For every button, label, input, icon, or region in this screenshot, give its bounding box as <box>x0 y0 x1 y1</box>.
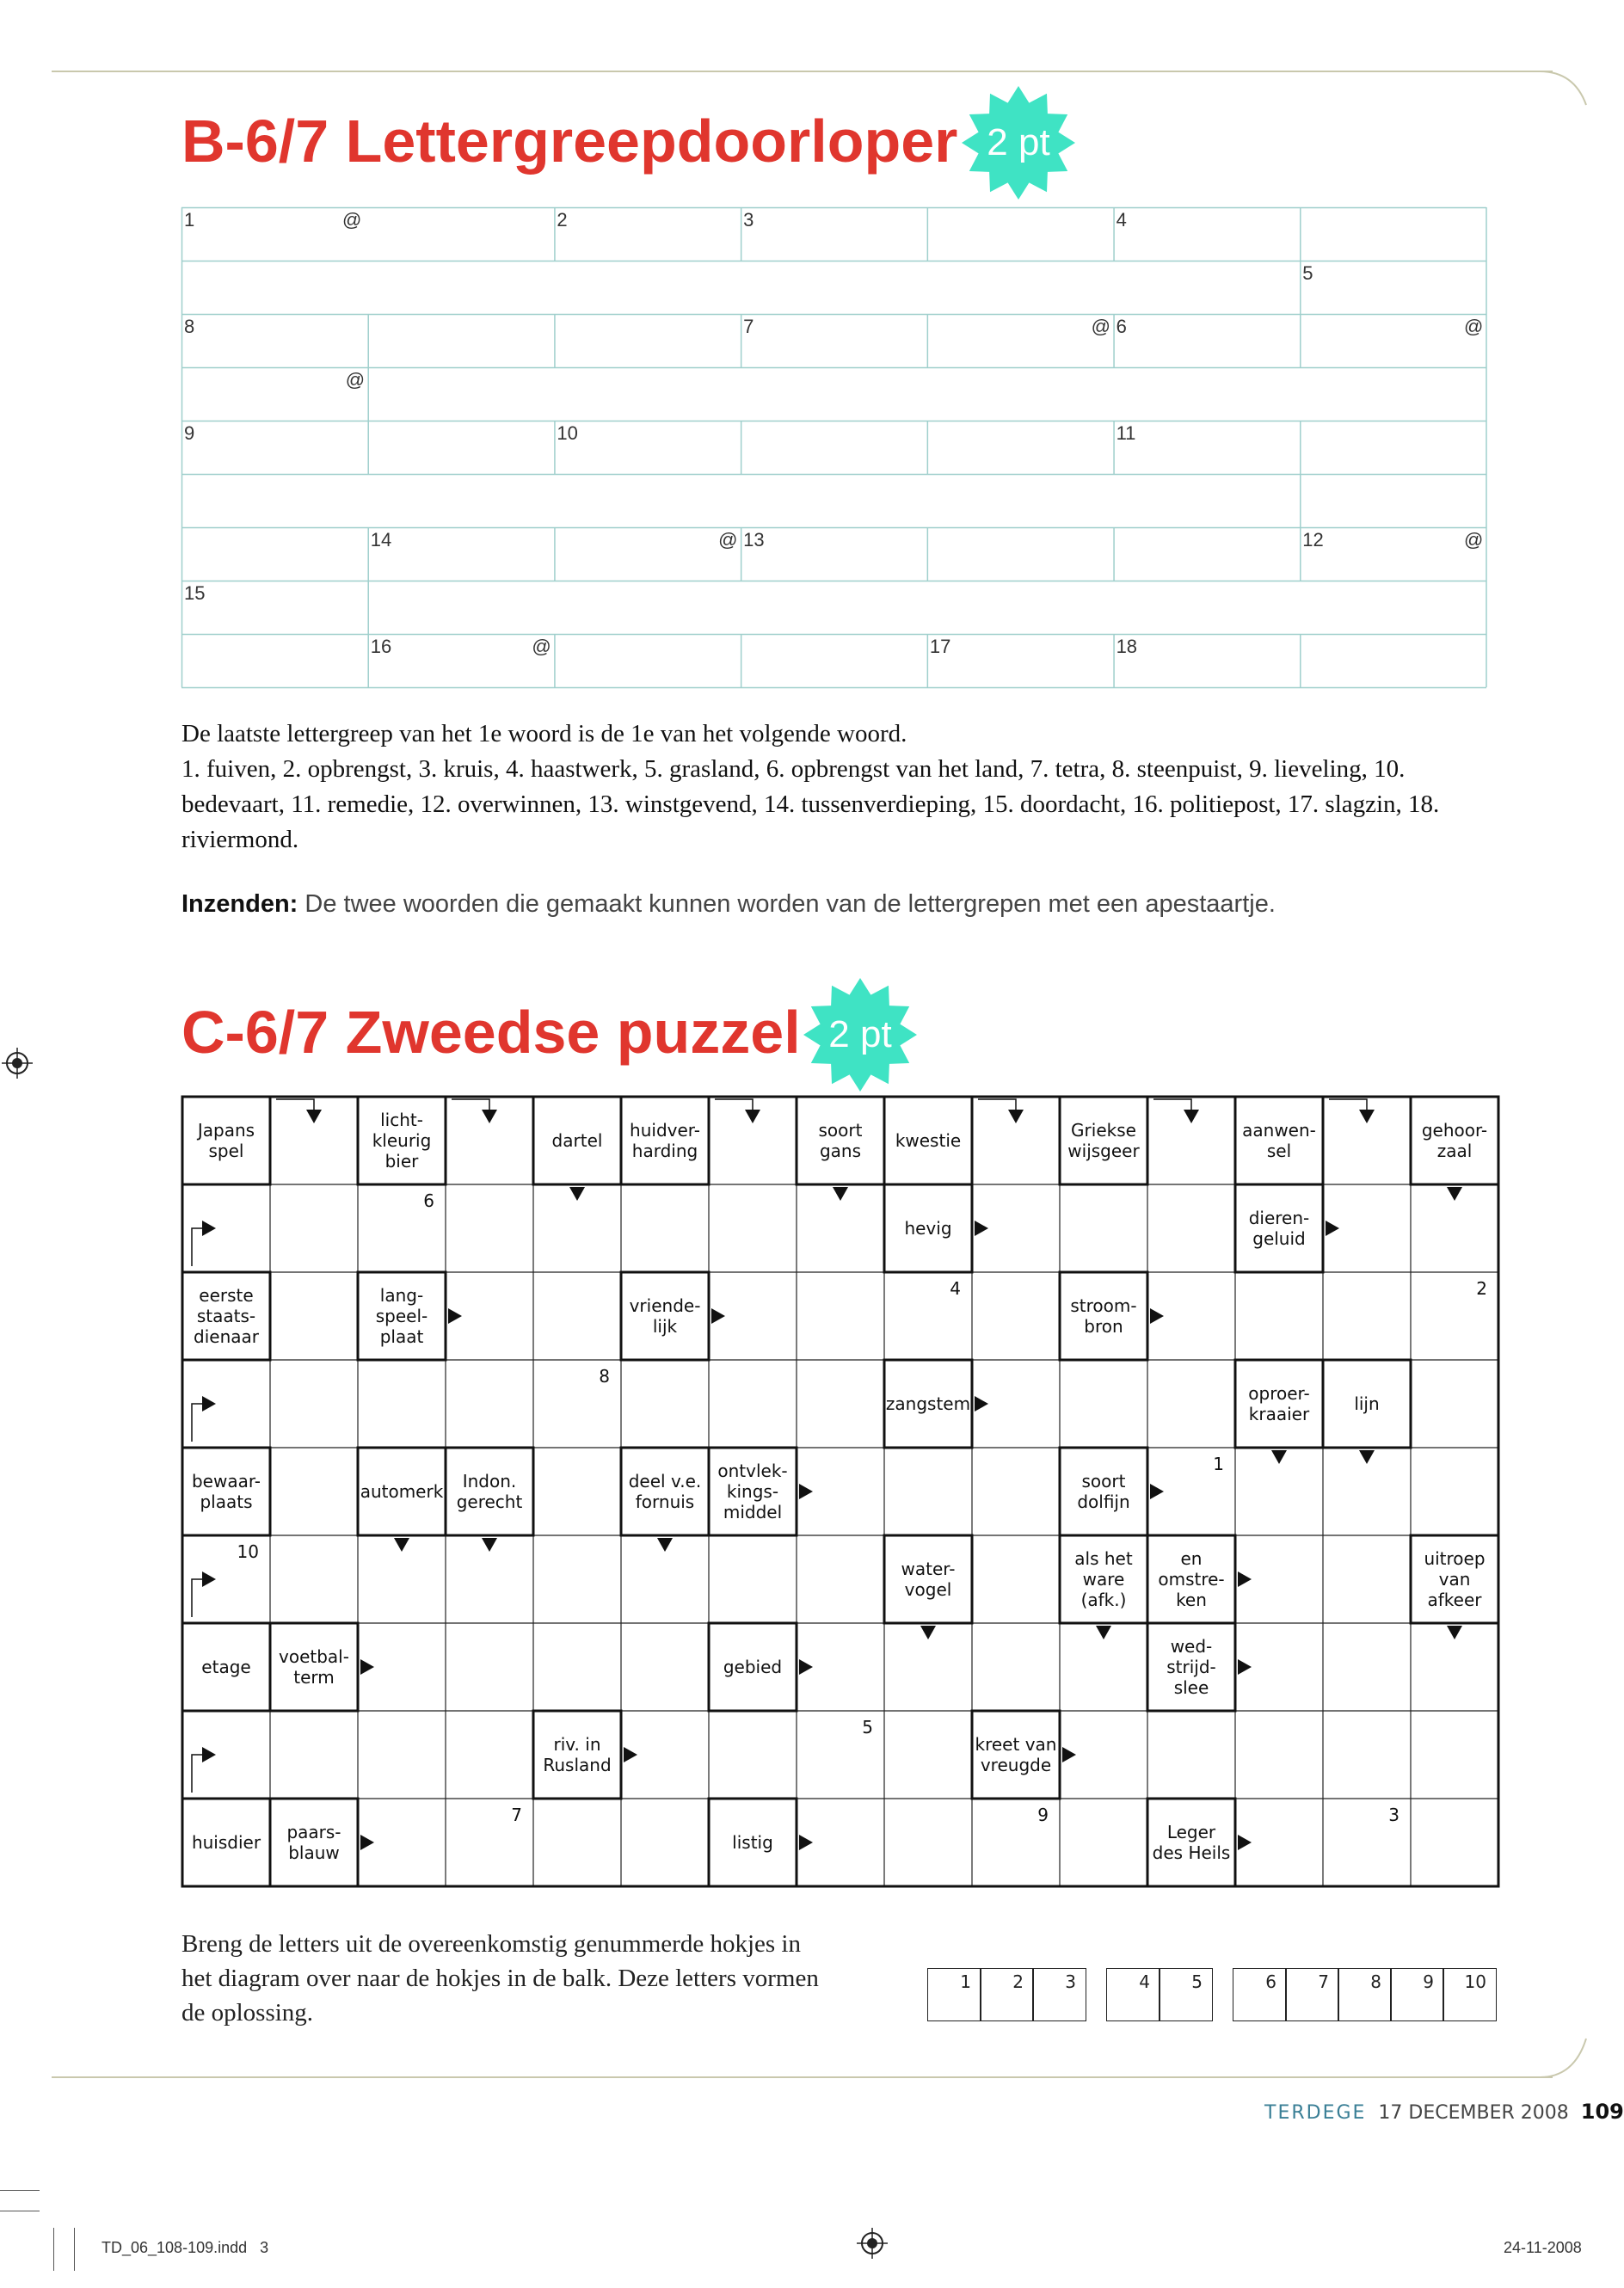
at-sign-marker: @ <box>532 636 551 657</box>
crop-mark <box>53 2228 54 2271</box>
clue-text: eerste <box>199 1285 254 1306</box>
clue-cell <box>884 1360 972 1448</box>
clue-cell <box>1235 1360 1323 1448</box>
cell-number: 4 <box>1116 209 1127 231</box>
clue-text: bier <box>384 1151 419 1172</box>
section-b-description: De laatste lettergreep van het 1e woord is de 1e van het volgende woord. <box>181 720 907 747</box>
page-number: 109 <box>1580 2100 1624 2124</box>
clue-cell <box>621 1448 709 1535</box>
clue-cell <box>533 1097 621 1184</box>
clue-text: vreugde <box>980 1755 1052 1775</box>
clue-cell <box>1147 1623 1235 1711</box>
bottom-rule <box>52 2076 1553 2078</box>
cell-number: 9 <box>184 422 195 444</box>
clue-text: huisdier <box>191 1832 261 1853</box>
clue-text: Japans <box>197 1120 255 1141</box>
clue-text: uitroep <box>1424 1548 1486 1569</box>
section-c-title: C-6/7 Zweedse puzzel <box>181 999 801 1066</box>
clue-text: hevig <box>904 1218 952 1239</box>
clue-cell <box>1060 1097 1147 1184</box>
clue-text: kreet van <box>975 1734 1057 1755</box>
cell-number: 14 <box>370 529 392 550</box>
cell-number: 6 <box>1116 316 1127 337</box>
syllable-grid <box>181 207 1486 687</box>
cell-number: 12 <box>1302 529 1324 550</box>
answer-box-number: 6 <box>1265 1971 1276 1992</box>
answer-box-number: 1 <box>960 1971 971 1992</box>
slug-date: 24-11-2008 <box>1504 2239 1582 2256</box>
clue-text: kwestie <box>895 1130 962 1151</box>
clue-text: bron <box>1084 1316 1123 1337</box>
at-sign-marker: @ <box>342 209 362 231</box>
solution-cell-number: 9 <box>1037 1805 1049 1825</box>
cell-number: 7 <box>743 316 754 337</box>
submit-text: De twee woorden die gemaakt kunnen worden van de lettergrepen met een apestaartje. <box>298 890 1276 918</box>
clue-text: blauw <box>288 1842 340 1863</box>
clue-text: omstre- <box>1158 1569 1225 1590</box>
solution-cell-number: 1 <box>1213 1454 1224 1474</box>
solution-cell-number: 2 <box>1476 1278 1487 1299</box>
clue-text: licht- <box>380 1110 423 1130</box>
clue-text: afkeer <box>1427 1590 1482 1610</box>
answer-box-number: 10 <box>1464 1971 1486 1992</box>
clue-cell <box>182 1272 270 1360</box>
clue-cell <box>621 1097 709 1184</box>
clue-text: kraaier <box>1248 1404 1310 1424</box>
clue-text: Indon. <box>462 1471 517 1492</box>
clue-text: ware <box>1082 1569 1125 1590</box>
clue-text: gebied <box>723 1657 783 1677</box>
cell-number: 8 <box>184 316 195 337</box>
clue-text: paars- <box>286 1822 341 1842</box>
clue-text: harding <box>631 1141 698 1161</box>
clue-text: riv. in <box>553 1734 601 1755</box>
clue-text: ken <box>1176 1590 1207 1610</box>
cell-number: 2 <box>557 209 568 231</box>
solution-cell-number: 10 <box>237 1541 259 1562</box>
at-sign-marker: @ <box>345 369 366 391</box>
clue-text: oproer- <box>1248 1383 1310 1404</box>
clue-text: sel <box>1266 1141 1292 1161</box>
cell-number: 15 <box>184 582 206 604</box>
cell-number: 5 <box>1302 262 1313 284</box>
clue-text: Leger <box>1166 1822 1216 1842</box>
clue-text: lijn <box>1354 1393 1380 1414</box>
clue-text: (afk.) <box>1080 1590 1127 1610</box>
clue-text: fornuis <box>635 1492 695 1512</box>
clue-cell <box>270 1799 358 1886</box>
clue-text: speel- <box>375 1306 428 1326</box>
clue-text: soort <box>1081 1471 1126 1492</box>
clue-cell <box>884 1535 972 1623</box>
clue-cell <box>182 1448 270 1535</box>
clue-text: middel <box>723 1502 783 1522</box>
instruction-line: de oplossing. <box>181 1999 314 2027</box>
cell-number: 16 <box>370 636 392 657</box>
instruction-line: Breng de letters uit de overeenkomstig genummerde hokjes in <box>181 1930 801 1958</box>
clue-cell <box>1235 1184 1323 1272</box>
clue-text: automerk <box>360 1481 444 1502</box>
clue-text: spel <box>208 1141 244 1161</box>
clue-text: soort <box>818 1120 863 1141</box>
clue-text: deel v.e. <box>628 1471 702 1492</box>
clue-cell <box>797 1097 884 1184</box>
clue-cell <box>1411 1097 1498 1184</box>
clue-text: dartel <box>551 1130 603 1151</box>
clue-cell <box>358 1097 446 1184</box>
clue-text: lang- <box>379 1285 424 1306</box>
clue-text: Rusland <box>543 1755 612 1775</box>
clue-text: lijk <box>652 1316 678 1337</box>
clue-text: dienaar <box>194 1326 259 1347</box>
clue-text: vriende- <box>629 1295 701 1316</box>
clue-text: vogel <box>904 1579 952 1600</box>
cell-number: 13 <box>743 529 765 550</box>
clue-text: stroom- <box>1070 1295 1137 1316</box>
clue-text: bewaar- <box>191 1471 261 1492</box>
clue-cell <box>1147 1799 1235 1886</box>
clue-text: kings- <box>726 1481 779 1502</box>
clue-text: listig <box>732 1832 773 1853</box>
clue-text: plaat <box>379 1326 424 1347</box>
clue-cell <box>358 1448 446 1535</box>
clue-text: strijd- <box>1166 1657 1216 1677</box>
clue-text: gehoor- <box>1421 1120 1488 1141</box>
clue-text: etage <box>201 1657 251 1677</box>
clue-cell <box>446 1448 533 1535</box>
answer-box-number: 2 <box>1012 1971 1024 1992</box>
clue-text: geluid <box>1252 1228 1306 1249</box>
clue-cell <box>884 1184 972 1272</box>
answer-box-number: 9 <box>1423 1971 1434 1992</box>
cell-number: 17 <box>929 636 951 657</box>
points-label-b: 2 pt <box>987 121 1050 163</box>
submit-label: Inzenden: <box>181 890 298 918</box>
clue-cell <box>182 1097 270 1184</box>
clue-cell <box>1060 1448 1147 1535</box>
page-footer <box>1264 2100 1624 2124</box>
points-badge-c <box>800 975 920 1095</box>
solution-cell-number: 3 <box>1388 1805 1399 1825</box>
clue-cell <box>884 1097 972 1184</box>
crop-mark <box>0 2190 40 2191</box>
cell-number: 18 <box>1116 636 1138 657</box>
clue-cell <box>1411 1535 1498 1623</box>
solution-cell-number: 4 <box>950 1278 961 1299</box>
clue-cell <box>621 1272 709 1360</box>
answer-box-number: 4 <box>1139 1971 1150 1992</box>
clue-cell <box>358 1272 446 1360</box>
clue-text: wijsgeer <box>1067 1141 1140 1161</box>
clue-text: gans <box>819 1141 862 1161</box>
crop-mark <box>74 2228 75 2271</box>
clue-text: van <box>1438 1569 1471 1590</box>
clue-text: kleurig <box>372 1130 432 1151</box>
cell-number: 3 <box>743 209 754 231</box>
clue-cell <box>1060 1272 1147 1360</box>
section-b-clues: 1. fuiven, 2. opbrengst, 3. kruis, 4. haastwerk, 5. grasland, 6. opbrengst van het land, 7. tetra, 8. steenpuist, 9. lieveling, 10. bedevaart, 11. remedie, 12. overwinnen, 13. winstgevend, 14. tussenverdieping, 15. doordacht, 16. politiepost, 17. slagzin, 18. riviermond. <box>181 755 1440 853</box>
clue-cell <box>182 1623 270 1711</box>
clue-text: slee <box>1173 1677 1209 1698</box>
submit-line <box>181 887 1498 922</box>
clue-text: voetbal- <box>279 1646 349 1667</box>
clue-text: term <box>293 1667 335 1688</box>
clue-text: gerecht <box>456 1492 523 1512</box>
clue-text: Griekse <box>1071 1120 1136 1141</box>
clue-text: zaal <box>1436 1141 1473 1161</box>
solution-cell-number: 5 <box>862 1717 873 1738</box>
clue-text: dieren- <box>1248 1208 1310 1228</box>
slug-filename: TD_06_108-109.indd 3 <box>102 2239 269 2256</box>
issue-date: 17 DECEMBER 2008 <box>1378 2102 1569 2124</box>
top-rule <box>52 71 1553 72</box>
clue-cell <box>1235 1097 1323 1184</box>
clue-cell <box>270 1623 358 1711</box>
clue-text: zangstem <box>885 1393 971 1414</box>
magazine-name: TERDEGE <box>1264 2102 1367 2124</box>
clue-text: ontvlek- <box>717 1461 788 1481</box>
answer-box-number: 5 <box>1191 1971 1203 1992</box>
registration-mark-icon <box>2 1048 33 1079</box>
bottom-right-corner <box>1540 2030 1587 2078</box>
clue-text: en <box>1180 1548 1203 1569</box>
clue-cell <box>182 1799 270 1886</box>
cell-number: 11 <box>1116 422 1136 444</box>
solution-cell-number: 6 <box>423 1190 434 1211</box>
clue-cell <box>1147 1535 1235 1623</box>
at-sign-marker: @ <box>1091 316 1110 337</box>
swedish-puzzle-grid <box>181 1096 1498 1885</box>
clue-cell <box>709 1448 797 1535</box>
points-badge-b <box>958 83 1079 203</box>
clue-cell <box>709 1623 797 1711</box>
clue-text: aanwen- <box>1242 1120 1316 1141</box>
clue-text: water- <box>901 1559 956 1579</box>
top-right-corner <box>1540 71 1587 122</box>
clue-text: wed- <box>1170 1636 1213 1657</box>
registration-mark-icon <box>857 2228 888 2259</box>
clue-cell <box>1060 1535 1147 1623</box>
clue-cell <box>533 1711 621 1799</box>
answer-box-number: 3 <box>1065 1971 1076 1992</box>
clue-text: dolfijn <box>1077 1492 1130 1512</box>
answer-box-number: 7 <box>1318 1971 1329 1992</box>
cell-number: 10 <box>557 422 578 444</box>
clue-text: des Heils <box>1152 1842 1231 1863</box>
at-sign-marker: @ <box>1464 529 1484 550</box>
section-b-title: B-6/7 Lettergreepdoorloper <box>181 108 958 175</box>
clue-text: als het <box>1074 1548 1133 1569</box>
cell-number: 1 <box>184 209 195 231</box>
solution-cell-number: 7 <box>511 1805 522 1825</box>
instruction-line: het diagram over naar de hokjes in de balk. Deze letters vormen <box>181 1965 819 1992</box>
solution-cell-number: 8 <box>599 1366 610 1387</box>
clue-text: huidver- <box>630 1120 700 1141</box>
points-label-c: 2 pt <box>828 1013 892 1055</box>
clue-text: plaats <box>200 1492 253 1512</box>
clue-text: staats- <box>196 1306 256 1326</box>
clue-cell <box>709 1799 797 1886</box>
at-sign-marker: @ <box>718 529 738 550</box>
clue-cell <box>1323 1360 1411 1448</box>
answer-instruction <box>181 1927 913 2030</box>
answer-box-number: 8 <box>1370 1971 1381 1992</box>
clue-cell <box>972 1711 1060 1799</box>
at-sign-marker: @ <box>1464 316 1484 337</box>
